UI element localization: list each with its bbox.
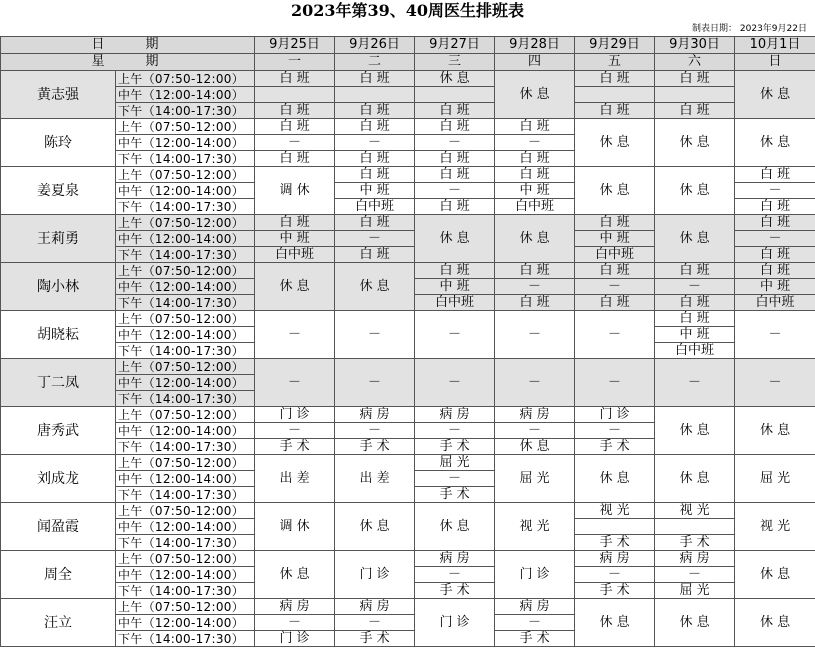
- shift-cell: －: [495, 279, 575, 295]
- date-cell: 9月26日: [335, 37, 415, 54]
- shift-cell: －: [735, 231, 815, 247]
- date-made: [692, 22, 807, 36]
- shift-cell: 手 术: [415, 439, 495, 455]
- shift-cell: [655, 519, 735, 535]
- date-cell: 10月1日: [735, 37, 815, 54]
- doctor-name: 胡晓耘: [1, 311, 116, 359]
- page-title: 2023年第39、40周医生排班表: [290, 1, 525, 20]
- shift-cell: 视 光: [735, 503, 815, 551]
- shift-cell: －: [415, 423, 495, 439]
- shift-cell: －: [335, 359, 415, 407]
- shift-cell: 视 光: [495, 503, 575, 551]
- shift-cell: 白 班: [655, 71, 735, 87]
- shift-cell: 休 息: [495, 439, 575, 455]
- time-slot-label: 上午（07:50-12:00）: [116, 599, 255, 615]
- time-slot-label: 下午（14:00-17:30）: [116, 535, 255, 551]
- shift-cell: 休 息: [655, 407, 735, 455]
- shift-cell: －: [735, 311, 815, 359]
- shift-cell: －: [575, 311, 655, 359]
- shift-cell: －: [335, 615, 415, 631]
- shift-cell: 休 息: [335, 503, 415, 551]
- shift-cell: 手 术: [415, 583, 495, 599]
- shift-cell: 休 息: [735, 119, 815, 167]
- schedule-row: [1, 263, 815, 279]
- doctor-name: 陶小林: [1, 263, 116, 311]
- doctor-name: 姜夏泉: [1, 167, 116, 215]
- schedule-row: [1, 599, 815, 615]
- shift-cell: 白 班: [415, 151, 495, 167]
- shift-cell: 门 诊: [255, 407, 335, 423]
- time-slot-label: 下午（14:00-17:30）: [116, 631, 255, 647]
- shift-cell: －: [575, 567, 655, 583]
- shift-cell: 门 诊: [575, 407, 655, 423]
- shift-cell: 调 休: [255, 503, 335, 551]
- shift-cell: 休 息: [415, 503, 495, 551]
- shift-cell: 中 班: [655, 327, 735, 343]
- shift-cell: 白 班: [735, 215, 815, 231]
- weekday-cell: 五: [575, 54, 655, 71]
- shift-cell: 手 术: [575, 583, 655, 599]
- schedule-row: [1, 551, 815, 567]
- schedule-row: [1, 87, 815, 103]
- time-slot-label: 中午（12:00-14:00）: [116, 375, 255, 391]
- shift-cell: 休 息: [575, 167, 655, 215]
- shift-cell: 白中班: [495, 199, 575, 215]
- shift-cell: 白 班: [495, 295, 575, 311]
- shift-cell: －: [655, 359, 735, 407]
- doctor-name: 闻盈霞: [1, 503, 116, 551]
- schedule-row: [1, 215, 815, 231]
- time-slot-label: 上午（07:50-12:00）: [116, 119, 255, 135]
- time-slot-label: 下午（14:00-17:30）: [116, 247, 255, 263]
- shift-cell: 休 息: [255, 551, 335, 599]
- shift-cell: 白 班: [335, 119, 415, 135]
- time-slot-label: 下午（14:00-17:30）: [116, 199, 255, 215]
- shift-cell: 病 房: [655, 551, 735, 567]
- shift-cell: [255, 87, 335, 103]
- schedule-row: [1, 503, 815, 519]
- doctor-name: 周全: [1, 551, 116, 599]
- shift-cell: 白中班: [735, 295, 815, 311]
- shift-cell: 中 班: [255, 231, 335, 247]
- shift-cell: 病 房: [335, 599, 415, 615]
- shift-cell: 屈 光: [495, 455, 575, 503]
- time-slot-label: 下午（14:00-17:30）: [116, 103, 255, 119]
- weekday-header-row: [1, 54, 815, 71]
- shift-cell: 休 息: [655, 119, 735, 167]
- shift-cell: 白中班: [335, 199, 415, 215]
- shift-cell: 白 班: [495, 151, 575, 167]
- shift-cell: 休 息: [575, 599, 655, 647]
- shift-cell: －: [415, 183, 495, 199]
- shift-cell: 白 班: [415, 167, 495, 183]
- shift-cell: －: [255, 311, 335, 359]
- shift-cell: 白 班: [335, 71, 415, 87]
- shift-cell: －: [255, 359, 335, 407]
- shift-cell: 中 班: [575, 231, 655, 247]
- shift-cell: 中 班: [335, 183, 415, 199]
- shift-cell: [415, 87, 495, 103]
- shift-cell: 手 术: [255, 439, 335, 455]
- time-slot-label: 上午（07:50-12:00）: [116, 407, 255, 423]
- date-header-row: [1, 37, 815, 54]
- shift-cell: －: [255, 135, 335, 151]
- shift-cell: 中 班: [735, 279, 815, 295]
- schedule-row: [1, 167, 815, 183]
- shift-cell: [575, 519, 655, 535]
- shift-cell: 视 光: [575, 503, 655, 519]
- shift-cell: 手 术: [415, 487, 495, 503]
- shift-cell: 病 房: [575, 551, 655, 567]
- shift-cell: 白 班: [415, 199, 495, 215]
- shift-cell: 休 息: [415, 215, 495, 263]
- shift-cell: 白中班: [255, 247, 335, 263]
- shift-cell: 白 班: [735, 263, 815, 279]
- shift-cell: 病 房: [415, 551, 495, 567]
- shift-cell: －: [655, 567, 735, 583]
- weekday-cell: 日: [735, 54, 815, 71]
- date-made-label: 制表日期：: [692, 24, 738, 34]
- shift-cell: 白 班: [335, 103, 415, 119]
- shift-cell: 手 术: [575, 535, 655, 551]
- shift-cell: [655, 87, 735, 103]
- time-slot-label: 中午（12:00-14:00）: [116, 615, 255, 631]
- time-slot-label: 上午（07:50-12:00）: [116, 455, 255, 471]
- shift-cell: 白 班: [415, 103, 495, 119]
- shift-cell: 休 息: [495, 215, 575, 263]
- weekday-cell: 二: [335, 54, 415, 71]
- shift-cell: －: [575, 359, 655, 407]
- weekday-cell: 四: [495, 54, 575, 71]
- shift-cell: 休 息: [335, 263, 415, 311]
- time-slot-label: 中午（12:00-14:00）: [116, 423, 255, 439]
- time-slot-label: 下午（14:00-17:30）: [116, 295, 255, 311]
- time-slot-label: 上午（07:50-12:00）: [116, 215, 255, 231]
- shift-cell: 白 班: [335, 167, 415, 183]
- shift-cell: －: [495, 311, 575, 359]
- shift-cell: 白 班: [735, 167, 815, 183]
- shift-cell: 休 息: [735, 71, 815, 119]
- shift-cell: 病 房: [495, 599, 575, 615]
- shift-cell: －: [335, 423, 415, 439]
- shift-cell: 屈 光: [735, 455, 815, 503]
- shift-cell: 休 息: [655, 455, 735, 503]
- shift-cell: －: [335, 231, 415, 247]
- time-slot-label: 中午（12:00-14:00）: [116, 231, 255, 247]
- shift-cell: 白 班: [575, 103, 655, 119]
- time-slot-label: 上午（07:50-12:00）: [116, 311, 255, 327]
- shift-cell: 手 术: [575, 439, 655, 455]
- shift-cell: 中 班: [495, 183, 575, 199]
- schedule-table: [0, 36, 815, 647]
- doctor-name: 王莉勇: [1, 215, 116, 263]
- shift-cell: 白 班: [655, 295, 735, 311]
- doctor-name: 陈玲: [1, 119, 116, 167]
- shift-cell: 白 班: [655, 311, 735, 327]
- shift-cell: 病 房: [335, 407, 415, 423]
- shift-cell: －: [495, 135, 575, 151]
- schedule-row: [1, 407, 815, 423]
- shift-cell: 手 术: [495, 631, 575, 647]
- shift-cell: 白 班: [575, 215, 655, 231]
- shift-cell: 白 班: [495, 263, 575, 279]
- shift-cell: －: [495, 423, 575, 439]
- date-cell: 9月25日: [255, 37, 335, 54]
- shift-cell: 白 班: [655, 103, 735, 119]
- shift-cell: 出 差: [255, 455, 335, 503]
- time-slot-label: 上午（07:50-12:00）: [116, 263, 255, 279]
- shift-cell: 白 班: [335, 151, 415, 167]
- time-slot-label: 上午（07:50-12:00）: [116, 167, 255, 183]
- shift-cell: 休 息: [255, 263, 335, 311]
- schedule-row: [1, 71, 815, 87]
- date-cell: 9月27日: [415, 37, 495, 54]
- weekday-cell: 六: [655, 54, 735, 71]
- shift-cell: －: [655, 279, 735, 295]
- time-slot-label: 中午（12:00-14:00）: [116, 567, 255, 583]
- shift-cell: 中 班: [415, 279, 495, 295]
- shift-cell: [335, 87, 415, 103]
- shift-cell: 白 班: [335, 247, 415, 263]
- shift-cell: 白 班: [415, 119, 495, 135]
- time-slot-label: 上午（07:50-12:00）: [116, 359, 255, 375]
- shift-cell: 病 房: [415, 407, 495, 423]
- shift-cell: 手 术: [335, 439, 415, 455]
- time-slot-label: 上午（07:50-12:00）: [116, 551, 255, 567]
- time-slot-label: 中午（12:00-14:00）: [116, 183, 255, 199]
- schedule-row: [1, 119, 815, 135]
- schedule-row: [1, 455, 815, 471]
- shift-cell: 手 术: [655, 535, 735, 551]
- time-slot-label: 下午（14:00-17:30）: [116, 583, 255, 599]
- time-slot-label: 下午（14:00-17:30）: [116, 343, 255, 359]
- doctor-name: 黄志强: [1, 71, 116, 119]
- weekday-label: 星 期: [1, 54, 255, 71]
- shift-cell: 门 诊: [255, 631, 335, 647]
- shift-cell: 白 班: [735, 199, 815, 215]
- shift-cell: 手 术: [335, 631, 415, 647]
- shift-cell: －: [335, 311, 415, 359]
- doctor-name: 丁二凤: [1, 359, 116, 407]
- time-slot-label: 下午（14:00-17:30）: [116, 151, 255, 167]
- shift-cell: 门 诊: [495, 551, 575, 599]
- shift-cell: 门 诊: [335, 551, 415, 599]
- shift-cell: 调 休: [255, 167, 335, 215]
- shift-cell: －: [255, 423, 335, 439]
- shift-cell: －: [575, 423, 655, 439]
- time-slot-label: 下午（14:00-17:30）: [116, 439, 255, 455]
- shift-cell: 病 房: [255, 599, 335, 615]
- time-slot-label: 中午（12:00-14:00）: [116, 327, 255, 343]
- shift-cell: 视 光: [655, 503, 735, 519]
- shift-cell: －: [255, 615, 335, 631]
- shift-cell: 白 班: [655, 263, 735, 279]
- time-slot-label: 中午（12:00-14:00）: [116, 519, 255, 535]
- shift-cell: 屈 光: [655, 583, 735, 599]
- schedule-row: [1, 311, 815, 327]
- shift-cell: －: [735, 359, 815, 407]
- shift-cell: 白 班: [575, 71, 655, 87]
- shift-cell: 白 班: [255, 103, 335, 119]
- shift-cell: 白中班: [415, 295, 495, 311]
- date-cell: 9月30日: [655, 37, 735, 54]
- date-made-value: 2023年9月22日: [739, 24, 807, 34]
- shift-cell: －: [495, 359, 575, 407]
- shift-cell: 休 息: [735, 599, 815, 647]
- shift-cell: 病 房: [495, 407, 575, 423]
- shift-cell: 出 差: [335, 455, 415, 503]
- date-cell: 9月28日: [495, 37, 575, 54]
- shift-cell: 休 息: [415, 71, 495, 87]
- shift-cell: －: [735, 183, 815, 199]
- weekday-cell: 一: [255, 54, 335, 71]
- time-slot-label: 上午（07:50-12:00）: [116, 71, 255, 87]
- shift-cell: 休 息: [655, 167, 735, 215]
- shift-cell: 休 息: [735, 551, 815, 599]
- doctor-name: 刘成龙: [1, 455, 116, 503]
- shift-cell: 白中班: [655, 343, 735, 359]
- weekday-cell: 三: [415, 54, 495, 71]
- time-slot-label: 下午（14:00-17:30）: [116, 391, 255, 407]
- shift-cell: 白 班: [255, 215, 335, 231]
- time-slot-label: 中午（12:00-14:00）: [116, 279, 255, 295]
- shift-cell: 休 息: [575, 119, 655, 167]
- shift-cell: 白 班: [255, 151, 335, 167]
- time-slot-label: 中午（12:00-14:00）: [116, 87, 255, 103]
- shift-cell: 休 息: [735, 407, 815, 455]
- shift-cell: 白 班: [735, 247, 815, 263]
- shift-cell: 休 息: [495, 71, 575, 119]
- shift-cell: －: [575, 279, 655, 295]
- schedule-row: [1, 103, 815, 119]
- shift-cell: －: [415, 311, 495, 359]
- date-cell: 9月29日: [575, 37, 655, 54]
- shift-cell: 白 班: [495, 119, 575, 135]
- shift-cell: 休 息: [655, 599, 735, 647]
- shift-cell: 白 班: [335, 215, 415, 231]
- shift-cell: －: [415, 471, 495, 487]
- doctor-name: 汪立: [1, 599, 116, 647]
- shift-cell: 休 息: [575, 455, 655, 503]
- shift-cell: －: [415, 359, 495, 407]
- date-label: 日 期: [1, 37, 255, 54]
- shift-cell: －: [335, 135, 415, 151]
- shift-cell: 白 班: [415, 263, 495, 279]
- doctor-name: 唐秀武: [1, 407, 116, 455]
- shift-cell: －: [415, 567, 495, 583]
- shift-cell: 屈 光: [415, 455, 495, 471]
- shift-cell: 休 息: [655, 215, 735, 263]
- shift-cell: 门 诊: [415, 599, 495, 647]
- shift-cell: 白 班: [575, 263, 655, 279]
- shift-cell: 白 班: [495, 167, 575, 183]
- shift-cell: 白 班: [255, 71, 335, 87]
- shift-cell: 白 班: [575, 295, 655, 311]
- shift-cell: 白 班: [255, 119, 335, 135]
- time-slot-label: 下午（14:00-17:30）: [116, 487, 255, 503]
- schedule-row: [1, 359, 815, 375]
- shift-cell: 白中班: [575, 247, 655, 263]
- shift-cell: [575, 87, 655, 103]
- time-slot-label: 上午（07:50-12:00）: [116, 503, 255, 519]
- shift-cell: －: [495, 615, 575, 631]
- time-slot-label: 中午（12:00-14:00）: [116, 135, 255, 151]
- time-slot-label: 中午（12:00-14:00）: [116, 471, 255, 487]
- shift-cell: －: [415, 135, 495, 151]
